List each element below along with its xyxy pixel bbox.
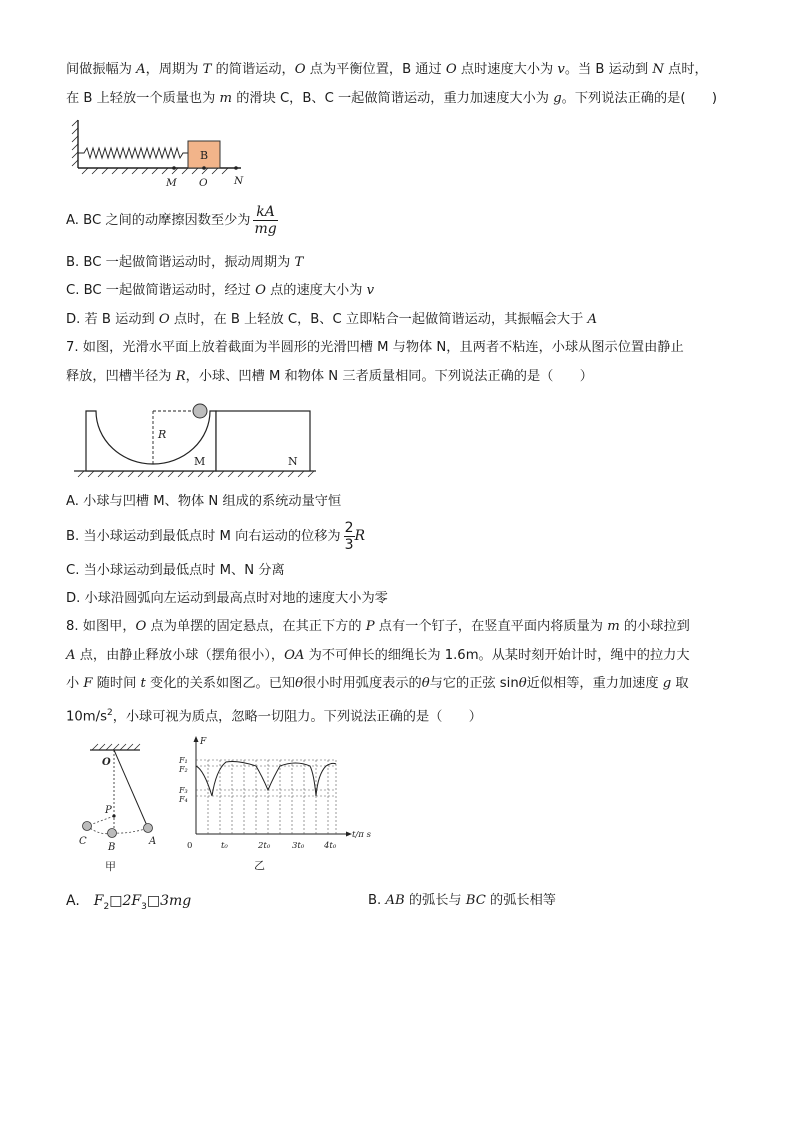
text: D. 小球沿圆弧向左运动到最高点时对地的速度大小为零 [66,591,388,606]
point-n [234,166,238,170]
label-t0: t₀ [221,841,228,851]
label-m: M [166,177,177,189]
superscript: 2 [106,708,113,718]
text: 释放，凹槽半径为 [66,369,176,384]
text: 点为平衡位置，B 通过 [305,62,446,77]
wall-hatch [72,120,78,166]
q7-stem-line-1 [66,339,684,357]
text: 变化的关系如图乙。已知 [145,676,296,691]
caption-yi: 乙 [254,859,265,872]
numerator: kA [253,204,277,221]
var: g [553,91,562,106]
q6-stem-line-2 [66,90,717,108]
q8-stem-line-3 [66,675,689,693]
label-p: P [105,805,112,816]
subscript: 2 [103,901,110,912]
var: R [354,528,366,544]
fraction-ka-over-mg [253,204,277,237]
text: 点，由静止释放小球（摆角很小）， [75,648,285,663]
ceiling-hatch [92,744,140,750]
text: 很小时用弧度表示的 [303,676,422,691]
text: 8. 如图甲， [66,619,136,634]
q6-stem-line-1 [66,61,708,79]
label-f-axis: F [200,737,207,747]
nail-p [112,814,115,817]
var: T [202,62,212,77]
caption-jia: 甲 [105,860,116,873]
y-axis-arrow [194,736,199,742]
numerator: 2 [344,519,354,536]
text: 。下列说法正确的是( ) [561,91,717,106]
text: ，周期为 [145,62,203,77]
label-n: N [288,455,298,468]
q6-option-c [66,282,374,300]
label-x-axis: t/π s [352,830,371,840]
text: A. 小球与凹槽 M、物体 N 组成的系统动量守恒 [66,494,342,509]
q7-groove-figure [70,400,330,482]
ball-c [83,822,92,831]
force-curve [196,762,336,797]
floor-hatch [82,168,228,174]
text: 的弧长与 [404,893,466,908]
var: O [445,62,457,77]
text: B. 当小球运动到最低点时 M 向右运动的位移为 [66,529,341,544]
label-o: O [102,757,111,768]
ball-b [108,829,117,838]
ball-a [144,824,153,833]
text: 点的速度大小为 [265,283,367,298]
label-c: C [79,836,87,847]
ball [193,404,207,418]
var: OA [284,648,305,663]
var: v [366,283,375,298]
text: 点时， [663,62,708,77]
var: θ [518,676,527,691]
q8-stem-line-2 [66,647,690,665]
var: O [158,312,170,327]
var: A [587,312,597,327]
label-f2: F₂ [179,765,188,774]
var: O [294,62,306,77]
q8-pendulum-figure [72,740,172,874]
text: 10m/s [66,709,107,725]
q8-stem-line-1 [66,618,690,636]
var: T [294,255,304,270]
text: 的小球拉到 [619,619,690,634]
text: 间做振幅为 [66,62,137,77]
var: BC [465,893,486,908]
text: D. 若 B 运动到 [66,312,159,327]
text: ，小球、凹槽 M 和物体 N 三者质量相同。下列说法正确的是（ ） [185,369,593,384]
q8-option-b: B. AB 的弧长与 BC 的弧长相等 [368,893,556,908]
subscript: 3 [141,901,147,912]
var: θ [295,676,304,691]
var: P [365,619,375,634]
var: θ [421,676,430,691]
label-n: N [234,175,244,187]
label-3t0: 3t₀ [292,841,305,851]
var: A [66,648,76,663]
var: R [175,369,186,384]
var: F [93,893,104,909]
text: 的弧长相等 [485,893,556,908]
var: O [135,619,147,634]
text: 。当 B 运动到 [564,62,653,77]
grid [196,760,336,834]
var: t [140,676,146,691]
label-4t0: 4t₀ [324,841,337,851]
point-m [172,166,176,170]
swing-arc [87,826,148,834]
text: 为不可伸长的细绳长为 1.6m。从某时刻开始计时，绳中的拉力大 [304,648,690,663]
missing-symbol: □ [146,893,161,909]
label-a: A [149,836,157,847]
text: 7. 如图，光滑水平面上放着截面为半圆形的光滑凹槽 M 与物体 N，且两者不粘连，小球从图示位置由静止 [66,340,684,355]
text: A. BC 之间的动摩擦因数至少为 [66,213,251,228]
label-r: R [158,428,167,441]
fraction-2-over-3 [344,520,355,553]
var: v [557,62,565,77]
q7-option-d [66,590,388,608]
text: 随时间 [92,676,141,691]
label-b: B [108,842,116,853]
text: A. [66,893,94,909]
text: 点为单摆的固定悬点，在其正下方的 [146,619,366,634]
q6-option-a [66,201,278,241]
q7-option-c [66,562,285,580]
q6-option-d [66,311,597,329]
q6-option-b [66,254,303,272]
text: B. BC 一起做简谐运动时，振动周期为 [66,255,295,270]
q6-spring-figure [66,114,256,190]
var: m [219,91,233,106]
label-o: O [199,177,208,189]
text: C. BC 一起做简谐运动时，经过 [66,283,256,298]
var: AB [385,893,405,908]
label-2t0: 2t₀ [258,841,271,851]
label-f4: F₄ [179,795,188,804]
rope-oa [114,750,148,828]
text: 在 B 上轻放一个质量也为 [66,91,220,106]
denominator: mg [254,220,277,237]
q8-force-graph [176,730,376,874]
text: 小 [66,676,84,691]
label-m: M [194,455,206,468]
var: g [662,676,672,691]
var: N [652,62,664,77]
text: 点时速度大小为 [456,62,558,77]
text: 的简谐运动， [211,62,295,77]
var: 2F [122,893,142,909]
missing-symbol: □ [109,893,123,909]
var: F [83,676,93,691]
q7-option-a [66,493,341,511]
text: 近似相等，重力加速度 [526,676,663,691]
label-origin: 0 [187,841,193,851]
q7-stem-line-2 [66,368,593,386]
text: C. 当小球运动到最低点时 M、N 分离 [66,563,285,578]
point-o [202,166,206,170]
text: 取 [671,676,689,691]
block-b-label: B [199,149,209,162]
var: m [607,619,620,634]
var: O [255,283,266,298]
q8-option-a [66,892,191,916]
text: 与它的正弦 sin [429,676,519,691]
spring [78,148,188,158]
var: A [136,62,146,77]
text: ，小球可视为质点，忽略一切阻力。下列说法正确的是（ ） [112,709,482,725]
q7-option-b [66,516,365,557]
denominator: 3 [344,536,354,553]
label-f3: F₃ [179,786,188,795]
label-f1: F₁ [179,756,188,765]
text: 点时，在 B 上轻放 C，B、C 立即粘合一起做简谐运动，其振幅会大于 [169,312,588,327]
q8-stem-line-4 [66,704,482,726]
var: 3mg [160,893,192,909]
text: 点有一个钉子，在竖直平面内将质量为 [374,619,608,634]
floor-hatch [78,471,314,477]
text: 的滑块 C，B、C 一起做简谐运动，重力加速度大小为 [232,91,554,106]
